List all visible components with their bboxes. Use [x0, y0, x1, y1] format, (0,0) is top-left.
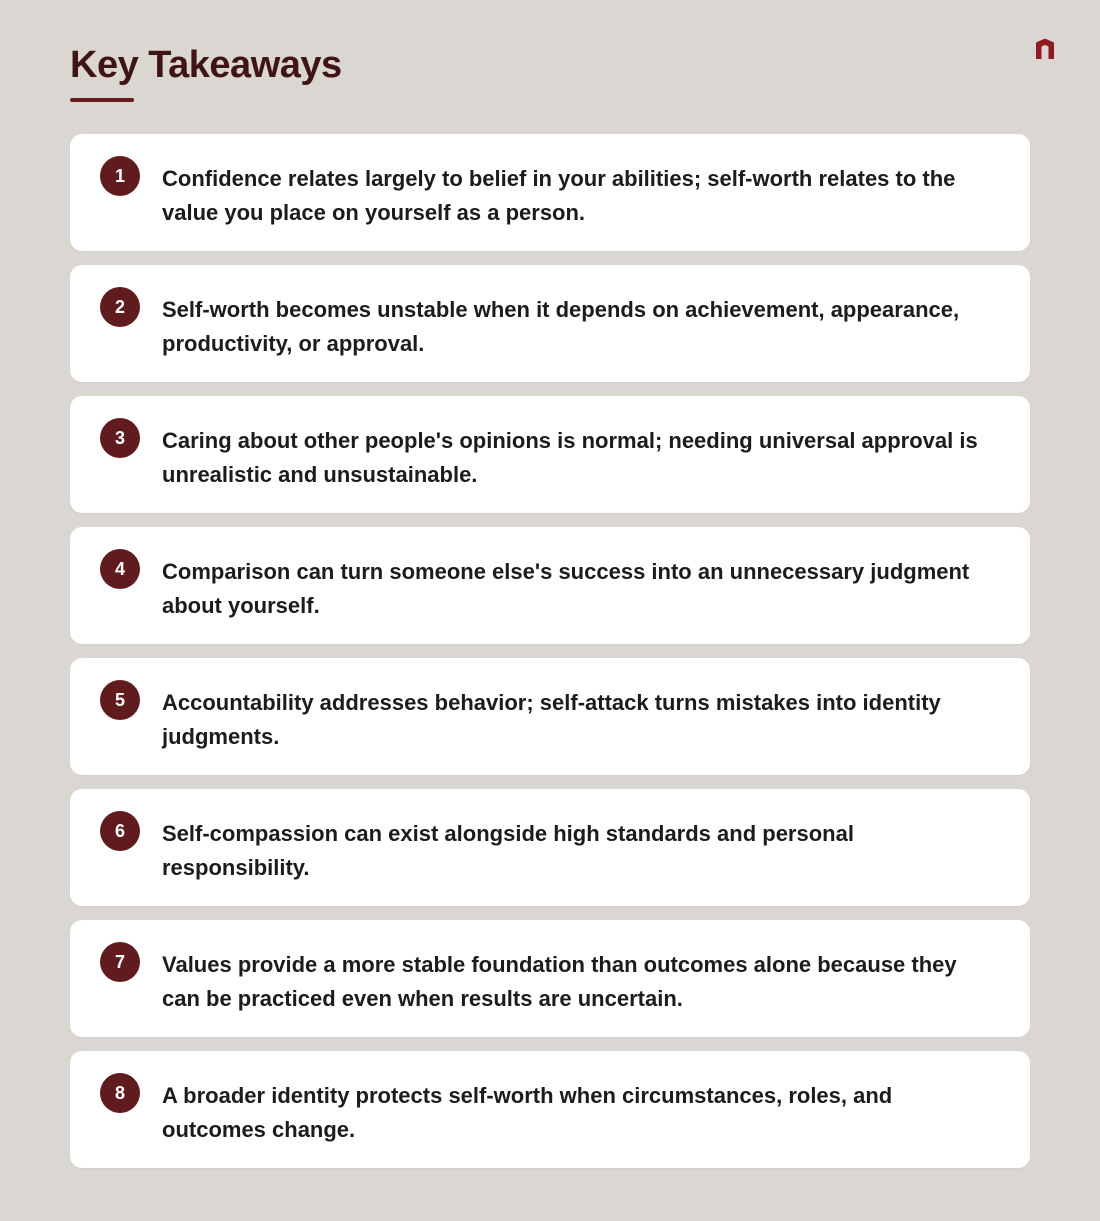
takeaway-number-badge: 7: [100, 942, 140, 982]
takeaways-list: [70, 134, 1030, 1182]
takeaway-text: Values provide a more stable foundation than outcomes alone because they can be practiced even when results are uncertain.: [162, 952, 957, 1011]
takeaway-card-1: [70, 134, 1030, 251]
shield-logo-icon: [1033, 37, 1057, 61]
takeaway-text: Accountability addresses behavior; self-attack turns mistakes into identity judgments.: [162, 690, 941, 749]
takeaway-number-badge: 5: [100, 680, 140, 720]
takeaway-card-3: [70, 396, 1030, 513]
page-title: Key Takeaways: [70, 44, 342, 86]
takeaway-number-badge: 3: [100, 418, 140, 458]
takeaway-card-2: [70, 265, 1030, 382]
takeaway-text: Caring about other people's opinions is normal; needing universal approval is unrealistic and unsustainable.: [162, 428, 978, 487]
takeaway-text: Self-worth becomes unstable when it depends on achievement, appearance, productivity, or approval.: [162, 297, 960, 356]
takeaway-card-6: [70, 789, 1030, 906]
takeaway-card-4: [70, 527, 1030, 644]
takeaway-text: Confidence relates largely to belief in your abilities; self-worth relates to the value you place on yourself as a person.: [162, 166, 956, 225]
takeaway-card-5: [70, 658, 1030, 775]
takeaway-card-7: [70, 920, 1030, 1037]
takeaway-text: Self-compassion can exist alongside high standards and personal responsibility.: [162, 821, 854, 880]
takeaway-text: Comparison can turn someone else's success into an unnecessary judgment about yourself.: [162, 559, 970, 618]
takeaway-number-badge: 1: [100, 156, 140, 196]
title-underline: [70, 98, 134, 102]
takeaway-number-badge: 6: [100, 811, 140, 851]
takeaway-number-badge: 2: [100, 287, 140, 327]
takeaway-number-badge: 4: [100, 549, 140, 589]
takeaway-card-8: [70, 1051, 1030, 1168]
takeaway-number-badge: 8: [100, 1073, 140, 1113]
page-header: [70, 40, 342, 102]
takeaway-text: A broader identity protects self-worth when circumstances, roles, and outcomes change.: [162, 1083, 893, 1142]
